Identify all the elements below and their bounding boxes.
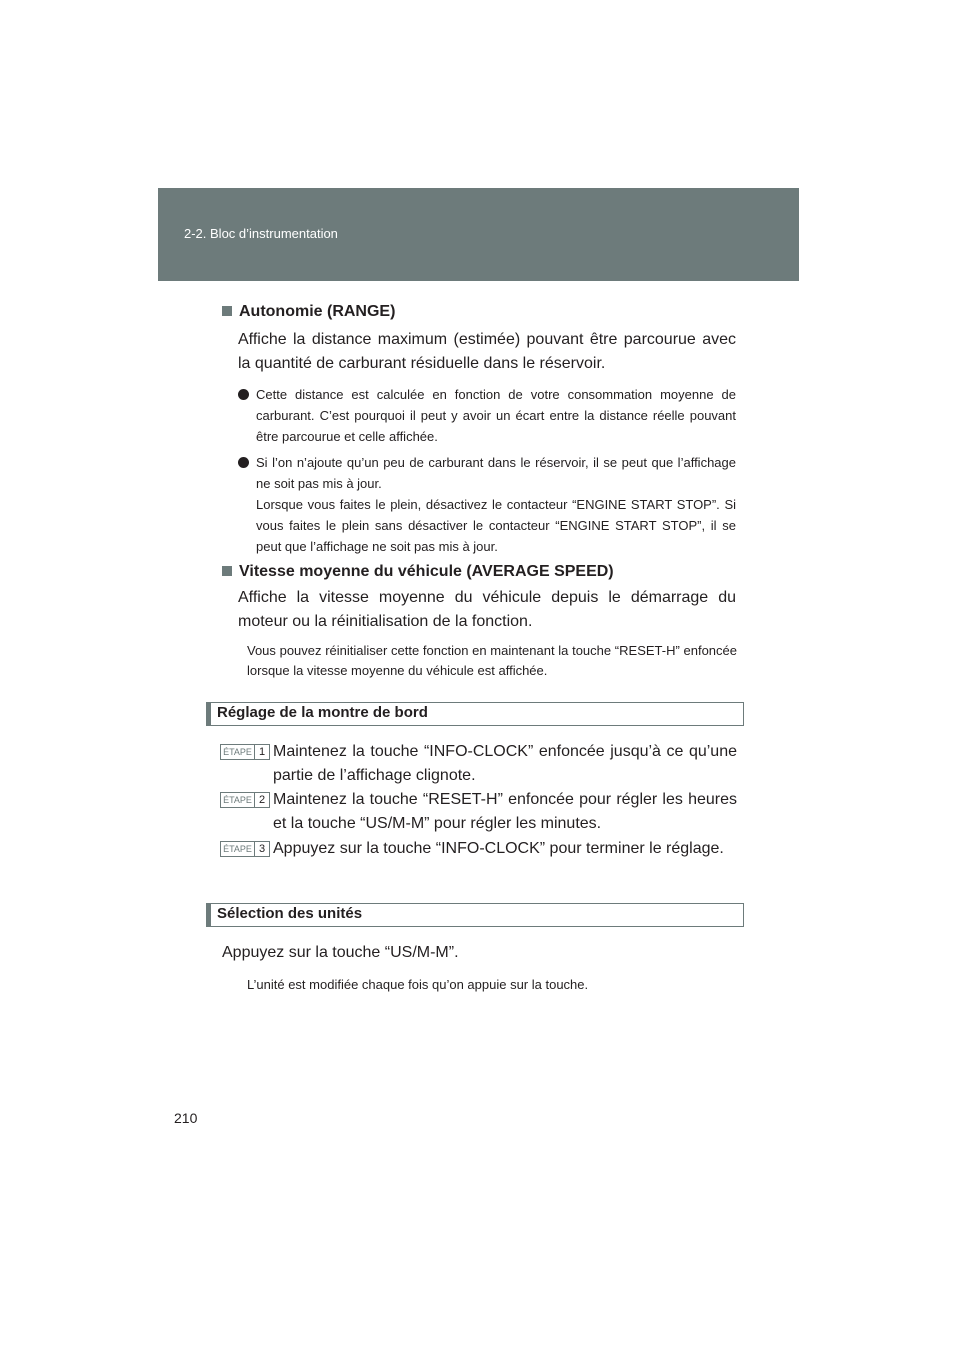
clock-step-3-text: Appuyez sur la touche “INFO-CLOCK” pour terminer le réglage. bbox=[273, 840, 724, 857]
clock-step-2 bbox=[220, 788, 737, 836]
square-bullet-icon bbox=[222, 566, 232, 576]
units-section-header bbox=[206, 903, 744, 927]
square-bullet-icon bbox=[222, 306, 232, 316]
clock-step-3 bbox=[220, 837, 737, 861]
units-description: Appuyez sur la touche “US/M-M”. bbox=[222, 944, 459, 961]
page-number: 210 bbox=[174, 1110, 198, 1126]
range-description: Affiche la distance maximum (estimée) pouvant être parcourue avec la quantité de carburant résiduelle dans le réservoir. bbox=[238, 331, 736, 372]
average-heading-text: Vitesse moyenne du véhicule (AVERAGE SPEED) bbox=[239, 563, 614, 580]
clock-step-1-text: Maintenez la touche “INFO-CLOCK” enfoncée jusqu’à ce qu’une partie de l’affichage clignote. bbox=[273, 743, 737, 784]
units-heading: Sélection des unités bbox=[217, 905, 363, 922]
step-badge: ÉTAPE 3 bbox=[220, 841, 270, 857]
step-badge: ÉTAPE 2 bbox=[220, 792, 270, 808]
average-description: Affiche la vitesse moyenne du véhicule depuis le démarrage du moteur ou la réinitialisation de la fonction. bbox=[238, 589, 736, 630]
clock-step-2-text: Maintenez la touche “RESET-H” enfoncée pour régler les heures et la touche “US/M-M” pour régler les minutes. bbox=[273, 791, 737, 832]
section-title: 2-2. Bloc d’instrumentation bbox=[184, 226, 338, 241]
range-bullet-2-text: Si l’on n’ajoute qu’un peu de carburant dans le réservoir, il se peut que l’affichage ne soit pas mis à jour. bbox=[256, 455, 736, 491]
range-bullet-2-continued: Lorsque vous faites le plein, désactivez le contacteur “ENGINE START STOP”. Si vous faites le plein sans désactiver le contacteur “ENGINE START STOP”, il se peut que l’affichage ne soit pas mis à jour. bbox=[256, 497, 736, 554]
units-note: L’unité est modifiée chaque fois qu’on appuie sur la touche. bbox=[247, 977, 589, 992]
range-heading-text: Autonomie (RANGE) bbox=[239, 303, 396, 320]
average-note: Vous pouvez réinitialiser cette fonction en maintenant la touche “RESET-H” enfoncée lorsque la vitesse moyenne du véhicule est affichée. bbox=[247, 643, 737, 678]
range-bullet-1 bbox=[238, 384, 736, 447]
range-heading bbox=[222, 303, 395, 321]
range-bullet-1-text: Cette distance est calculée en fonction de votre consommation moyenne de carburant. C’est pourquoi il peut y avoir un écart entre la distance réelle pouvant être parcourue et celle affichée. bbox=[256, 387, 736, 444]
clock-section-header bbox=[206, 702, 744, 726]
range-bullet-2 bbox=[238, 452, 736, 557]
clock-step-1 bbox=[220, 740, 737, 788]
step-badge: ÉTAPE 1 bbox=[220, 744, 270, 760]
bullet-dot-icon bbox=[238, 457, 249, 468]
average-heading bbox=[222, 563, 614, 581]
bullet-dot-icon bbox=[238, 389, 249, 400]
clock-heading: Réglage de la montre de bord bbox=[217, 704, 428, 721]
